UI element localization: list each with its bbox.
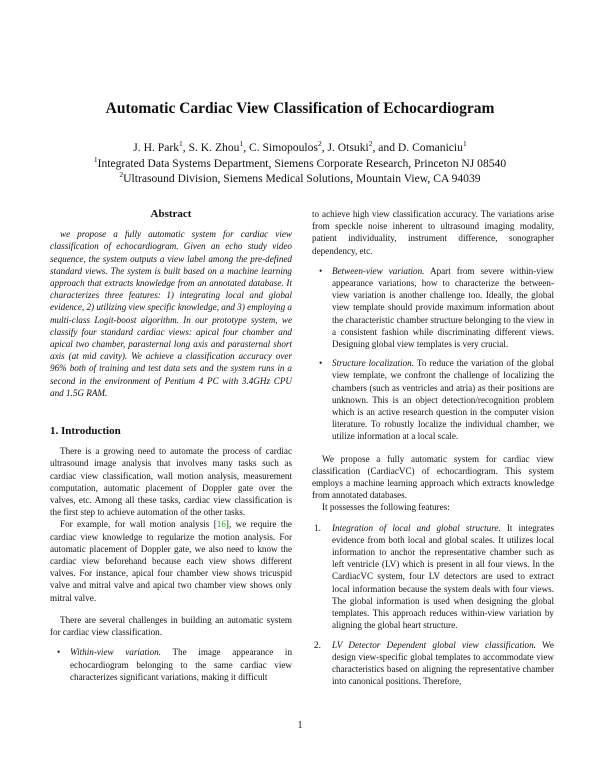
author-block [0, 140, 600, 187]
features-intro: It possesses the following features: [322, 502, 450, 513]
intro-paragraph-3: There are several challenges in building an automatic system for cardiac view classification. [50, 614, 292, 638]
affiliation-1: $^1$Integrated Data Systems Department, Siemens Corporate Research, Princeton NJ 08540 [93, 154, 507, 170]
list-item: • Within-view variation. The image appearance in echocardiogram belonging to the same cardiac view characterizes significant variations, making it difficult [57, 647, 293, 682]
author-name: C. Simopoulos [249, 141, 318, 154]
propose-paragraph: We propose a fully automatic system for cardiac view classification (CardiacVC) of echocardiogram. This system employs a machine learning approach which extracts knowledge from annotated databases. [312, 453, 554, 501]
author-list: J. H. Park$^1$, S. K. Zhou$^1$, C. Simopoulos$^2$, J. Otsuki$^2$, and D. Comaniciu$^1$ [133, 139, 467, 154]
challenge-list-continued [312, 265, 554, 443]
affiliation-marker: 2 [368, 139, 373, 148]
page-number: 1 [297, 720, 303, 731]
list-item: 1. Integration of local and global structure. It integrates evidence from both local and global scales. It utilizes local information to anchor the representative chamber such as left ventricle (LV) which is present in all four views. In the CardiacVC system, four LV detectors are used to extract local information because the system deals with four views. The global information is used when designing the global templates. This approach reduces within-view variation by aligning the global heart structure. [314, 522, 554, 631]
left-column [50, 208, 292, 690]
feature-list [312, 522, 554, 688]
affiliation-marker: 1 [179, 139, 183, 148]
list-item: 2. LV Detector Dependent global view classification. We design view-specific global templates to accommodate view characteristics based on aligning the representative chamber into canonical positions. Therefore, [314, 639, 554, 687]
paper-title: Automatic Cardiac View Classification of Echocardiogram [105, 100, 495, 117]
affiliation-marker: 2 [317, 139, 322, 148]
intro-paragraph-1: There is a growing need to automate the process of cardiac ultrasound image analysis that involves many tasks such as cardiac view classification, wall motion analysis, measurement computation, automatic placement of Doppler gate over the valves, etc. Among all these tasks, cardiac view classification is the first step to achieve automation of the other tasks. [50, 446, 292, 518]
citation-link[interactable]: 16 [216, 519, 226, 530]
bullet-icon: • [319, 358, 323, 369]
section-heading-introduction: 1. Introduction [50, 425, 121, 438]
affiliation-marker: 1 [462, 139, 467, 148]
abstract-text: we propose a fully automatic system for cardiac view classification of echocardiogram. Given an echo study video sequence, the system outputs a view label among the pre-defined standard views. The system is built based on a machine learning approach that extracts knowledge from an annotated database. It characterizes three features: 1) integrating local and global evidence, 2) utilizing view specific knowledge, and 3) employing a multi-class Logit-boost algorithm. In our prototype system, we classify four standard cardiac views: apical four chamber and apical two chamber, parasternal long axis and parasternal short axis (at mid cavity). We achieve a classification accuracy over 96% both of training and test data sets and the system runs in a second in the environment of Pentium 4 PC with 3.4GHz CPU and 1.5G RAM. [50, 229, 292, 398]
author-name: D. Comaniciu [397, 141, 463, 154]
list-item: • Between-view variation. Apart from severe within-view appearance variations, how to characterize the between-view variation is another challenge too. Ideally, the global view template should provide maximum information about the characteristic chamber structure belonging to the view in a consistent fashion while discriminating different views. Designing global view templates is very crucial. [319, 265, 554, 350]
bullet-icon: • [57, 647, 61, 658]
challenge-list [50, 646, 292, 683]
intro-paragraph-2: For example, for wall motion analysis [16], we require the cardiac view knowledge to regularize the motion analysis. For automatic placement of Doppler gate, we also need to know the cardiac view beforehand because each view shows different valves. For instance, apical four chamber view shows tricuspid valve and mitral valve and apical two chamber view shows only mitral valve. [50, 519, 292, 603]
affiliation-marker: 1 [239, 139, 244, 148]
author-name: J. H. Park [133, 141, 180, 154]
right-column [312, 208, 554, 694]
author-name: J. Otsuki [327, 141, 369, 154]
author-name: S. K. Zhou [188, 141, 240, 154]
affiliation-2: $^2$Ultrasound Division, Siemens Medical Solutions, Mountain View, CA 94039 [119, 170, 481, 185]
continued-text: to achieve high view classification accuracy. The variations arise from speckle noise inherent to ultrasound imaging modality, patient individuality, instrument difference, sonographer dependency, etc. [312, 209, 554, 256]
bullet-icon: • [319, 265, 323, 276]
abstract-heading: Abstract [150, 208, 192, 220]
list-item: • Structure localization. To reduce the variation of the global view template, we confront the challenge of localizing the chambers (such as ventricles and atria) as their positions are unknown. This is an object detection/recognition problem which is an active research question in the computer vision literature. To robustly localize the individual chamber, we utilize information at a local scale. [319, 358, 555, 442]
